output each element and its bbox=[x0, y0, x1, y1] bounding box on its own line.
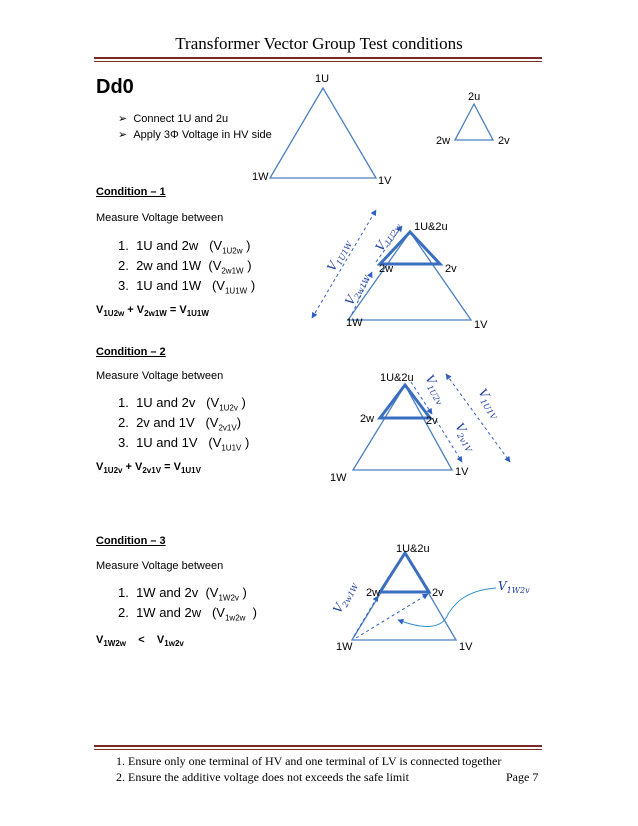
label-2w: 2w bbox=[379, 263, 394, 275]
label-1U: 1U bbox=[315, 73, 330, 85]
label-1V: 1V bbox=[378, 175, 392, 187]
condition2-intro: Measure Voltage between bbox=[96, 370, 224, 382]
condition1-item: 1. 1U and 2w ($V_{1U2w}$ ) bbox=[118, 238, 251, 256]
footer-rule bbox=[94, 745, 542, 747]
vector-label-V1W2v: $V_{1W2v}$ bbox=[498, 579, 530, 595]
condition3-item: 1. 1W and 2v ($V_{1W2v}$ ) bbox=[118, 585, 247, 603]
label-2v: 2v bbox=[445, 263, 457, 275]
vector-label-V2v1V: $V_{2v1V}$ bbox=[452, 420, 474, 454]
label-2w: 2w bbox=[436, 135, 451, 147]
label-2v: 2v bbox=[432, 587, 444, 599]
bullet-item: ➢ Connect 1U and 2u bbox=[118, 113, 229, 125]
footer-rule-thin bbox=[94, 749, 542, 750]
condition1-equation: $V_{1U2w} + V_{2w1W} = V_{1U1W}$ bbox=[96, 304, 209, 319]
page-number: Page 7 bbox=[506, 770, 539, 784]
bullet-text: Connect 1U and 2u bbox=[133, 113, 229, 125]
condition3-equation: $V_{1W2w}$ < $V_{1w2v}$ bbox=[96, 634, 184, 649]
vector-label-V2w1W: $V_{2w1W}$ bbox=[342, 274, 373, 308]
condition2-equation: $V_{1U2v} + V_{2v1V} = V_{1U1V}$ bbox=[96, 461, 201, 476]
label-2v: 2v bbox=[426, 415, 438, 427]
label-2w: 2w bbox=[366, 587, 381, 599]
hv-triangle-top bbox=[270, 88, 376, 178]
condition3-intro: Measure Voltage between bbox=[96, 560, 224, 572]
label-1U-2u: 1U&2u bbox=[380, 372, 414, 384]
label-1W: 1W bbox=[346, 317, 363, 329]
condition2-title: Condition – 2 bbox=[96, 346, 166, 358]
condition1-item: 3. 1U and 1W ($V_{1U1W}$ ) bbox=[118, 278, 256, 296]
label-2v: 2v bbox=[498, 135, 510, 147]
label-1W: 1W bbox=[330, 472, 347, 484]
label-1V: 1V bbox=[455, 466, 469, 478]
vector-label-V1U1V: $V_{1U1V}$ bbox=[475, 386, 499, 422]
condition2-item: 2. 2v and 1V $(V_{2v1V})$ bbox=[118, 415, 242, 433]
condition1-item: 2. 2w and 1W ($V_{2w1W}$ ) bbox=[118, 258, 252, 276]
vector-label-V1U2w: $V_{1U2w}$ bbox=[372, 222, 404, 254]
label-1W: 1W bbox=[336, 641, 353, 653]
label-1W: 1W bbox=[252, 171, 269, 183]
condition2-item: 1. 1U and 2v ($V_{1U2v}$ ) bbox=[118, 395, 246, 413]
lv-triangle-top bbox=[455, 104, 493, 140]
bullet-text: Apply 3Φ Voltage in HV side bbox=[133, 129, 272, 141]
label-1V: 1V bbox=[459, 641, 473, 653]
label-2u: 2u bbox=[468, 91, 481, 103]
page-header-title: Transformer Vector Group Test conditions bbox=[175, 34, 463, 53]
bullet-item: ➢ Apply 3Φ Voltage in HV side bbox=[118, 129, 272, 141]
footer-note: 2. Ensure the additive voltage does not exceeds the safe limit bbox=[116, 770, 409, 784]
section-title: Dd0 bbox=[96, 76, 134, 98]
label-2w: 2w bbox=[360, 413, 375, 425]
label-1U-2u: 1U&2u bbox=[414, 221, 448, 233]
vector-label-V1U2v: $V_{1U2v}$ bbox=[422, 372, 444, 407]
condition1-intro: Measure Voltage between bbox=[96, 212, 224, 224]
condition3-title: Condition – 3 bbox=[96, 535, 166, 547]
footer-note: 1. Ensure only one terminal of HV and one terminal of LV is connected together bbox=[116, 754, 502, 768]
vector-label-V1U1W: $V_{1U1W}$ bbox=[324, 240, 355, 274]
label-1U-2u: 1U&2u bbox=[396, 543, 430, 555]
condition3-item: 2. 1W and 2w ($V_{1w2w}$ ) bbox=[118, 605, 257, 623]
condition1-title: Condition – 1 bbox=[96, 186, 166, 198]
label-1V: 1V bbox=[474, 319, 488, 331]
condition2-item: 3. 1U and 1V ($V_{1U1V}$ ) bbox=[118, 435, 250, 453]
vector-label-V2w1W: $V_{2w1W}$ bbox=[330, 582, 361, 616]
